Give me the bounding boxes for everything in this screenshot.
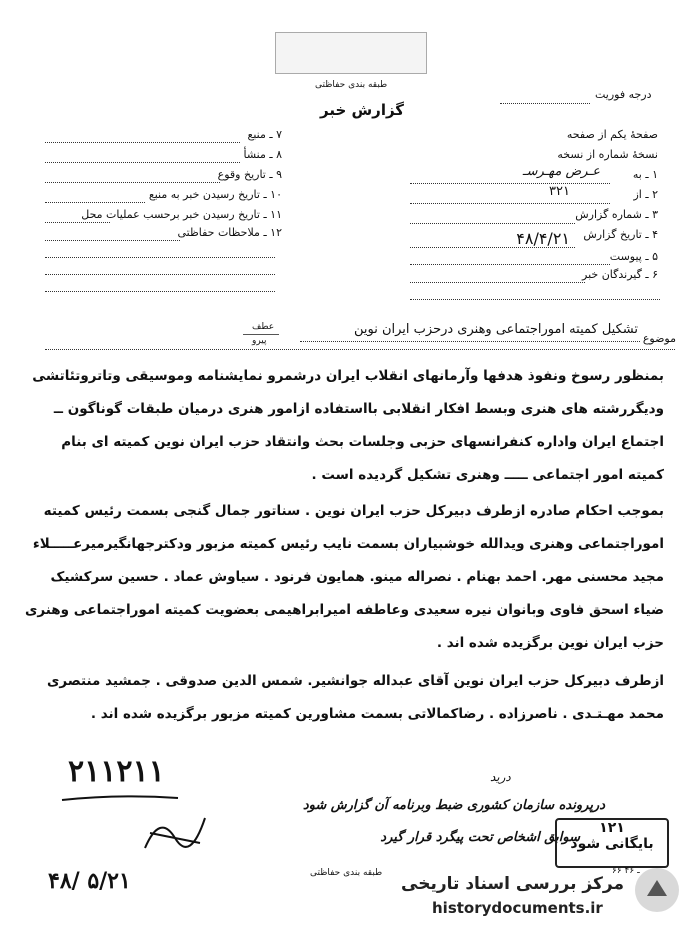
body-line-2: ودیگررشته های هنری وبسط افکار انقلابی بااستفاده ازامور هنری درمیان طبقات گوناگون ــ: [53, 401, 664, 417]
field-11-line: [45, 221, 110, 223]
field-9-line: [45, 181, 220, 183]
handwritten-note-line-2: سوابق اشخاص تحت پیگرد قرار گیرد: [380, 830, 580, 845]
stamp-text: بایگانی شود: [570, 836, 654, 852]
watermark-title: مرکز بررسی اسناد تاریخی: [401, 874, 624, 894]
attachment-label: ۵ ـ پیوست: [609, 250, 658, 263]
from-value: ۳۲۱: [549, 184, 570, 199]
left-blank-line-1: [45, 256, 275, 258]
handwritten-note-line-1: درپرونده سازمان کشوری ضبط وبرنامه آن گزارش شود: [302, 798, 605, 813]
to-value: عـرض مهـرسـ: [522, 164, 600, 179]
copy-field: نسخهٔ شماره از نسخه: [557, 148, 658, 161]
stamp-number: ۱۲۱: [599, 820, 625, 836]
recipients-label: ۶ ـ گیرندگان خبر: [582, 268, 658, 281]
to-label: ۱ ـ به: [632, 168, 658, 181]
left-blank-line-3: [45, 290, 275, 292]
number-underline: [60, 794, 180, 806]
subject-text: تشکیل کمیته اموراجتماعی وهنری درحزب ایران نوین: [353, 322, 638, 337]
field-10-line: [45, 201, 145, 203]
report-no-label: ۳ ـ شماره گزارش: [575, 208, 658, 221]
reference-divider: [243, 334, 279, 335]
signature: [140, 808, 210, 858]
body-line-1: بمنظور رسوخ ونفوذ هدفها وآرمانهای انقلاب ایران درشمرو نمایشنامه وموسیقی وتاتروتئاتشی: [32, 368, 664, 384]
body-line-8: ضیاء اسحق فاوی وبانوان نیره سعیدی وعاطفه امیرابراهیمی بعضویت کمیته اموراجتماعی وهنری: [25, 602, 664, 618]
archive-stamp: [555, 818, 669, 868]
to-line: [410, 182, 610, 184]
watermark-url: historydocuments.ir: [432, 899, 603, 917]
subject-separator: [45, 348, 675, 350]
top-classification-box: [275, 32, 427, 74]
reference-label: عطف: [252, 322, 275, 332]
report-title: گزارش خبر: [320, 101, 405, 119]
page-field: صفحهٔ یکم از صفحه: [566, 128, 658, 141]
body-line-3: اجتماع ایران واداره کنفرانسهای حزبی وجلسات بحث وانتقاد حزب ایران نوین کمیته ای بنام: [61, 434, 664, 450]
subject-line: [300, 340, 640, 342]
subject-label: موضوع: [642, 332, 676, 345]
handwritten-number: ۲۱۱۲۱۱: [68, 754, 165, 789]
attachment-line: [410, 263, 610, 265]
body-line-6: اموراجتماعی وهنری ویدالله خوشبیاران بسمت نایب رئیس کمیته مزبور ودکترجهانگیرمیرعـــــلاء: [32, 536, 664, 552]
from-line: [410, 202, 610, 204]
handwritten-date: ۴۸/ ۵/۲۱: [48, 868, 131, 894]
body-line-10: ازطرف دبیرکل حزب ایران نوین آقای عبداله جوانشیر. شمس الدین صدوقی . جمشید منتصری: [46, 673, 664, 689]
priority-line: [500, 102, 590, 104]
priority-label: درجه فوریت: [595, 88, 652, 101]
body-line-4: کمیته امور اجتماعی ـــــ وهنری تشکیل گردیده است .: [311, 467, 664, 483]
recipients-line: [410, 281, 585, 283]
report-date-label: ۴ ـ تاریخ گزارش: [583, 228, 658, 241]
report-no-line: [410, 222, 575, 224]
watermark-logo-icon: [633, 866, 681, 914]
field-7-line: [45, 141, 240, 143]
field-12: ۱۲ ـ ملاحظات حفاظتی: [177, 226, 282, 239]
bottom-classification-label: طبقه بندی حفاظتی: [310, 868, 383, 878]
report-date-value: ۴۸/۴/۲۱: [516, 229, 570, 248]
handwritten-note-small: درید: [490, 770, 511, 784]
field-11: ۱۱ ـ تاریخ رسیدن خبر برحسب عملیات محل: [81, 208, 282, 221]
from-label: ۲ ـ از: [633, 188, 658, 201]
field-7: ۷ ـ منبع: [247, 128, 282, 141]
report-date-line: [410, 246, 575, 248]
followup-label: پیرو: [252, 336, 267, 346]
field-10: ۱۰ ـ تاریخ رسیدن خبر به منبع: [148, 188, 282, 201]
recipients-line-2: [410, 298, 660, 300]
left-blank-line-2: [45, 273, 275, 275]
field-12-line: [45, 239, 180, 241]
field-8-line: [45, 161, 240, 163]
top-classification-label: طبقه بندی حفاظتی: [315, 80, 388, 90]
body-line-9: حزب ایران نوین برگزیده شده اند .: [436, 635, 664, 651]
field-8: ۸ ـ منشأ: [243, 148, 282, 161]
small-code: ۶۶ ـ ۴۶: [612, 866, 640, 876]
body-line-5: بموجب احکام صادره ازطرف دبیرکل حزب ایران نوین . سناتور جمال گنجی بسمت رئیس کمیته: [43, 503, 664, 519]
field-9: ۹ ـ تاریخ وقوع: [217, 168, 282, 181]
body-line-11: محمد مهـتـدی . ناصرزاده . رضاکمالاتی بسمت مشاورین کمیته مزبور برگزیده شده اند .: [90, 706, 664, 722]
body-line-7: مجید محسنی مهر. احمد بهنام . نصراله مینو. همایون فرنود . سیاوش عماد . حسین سرکشیک: [50, 569, 664, 585]
